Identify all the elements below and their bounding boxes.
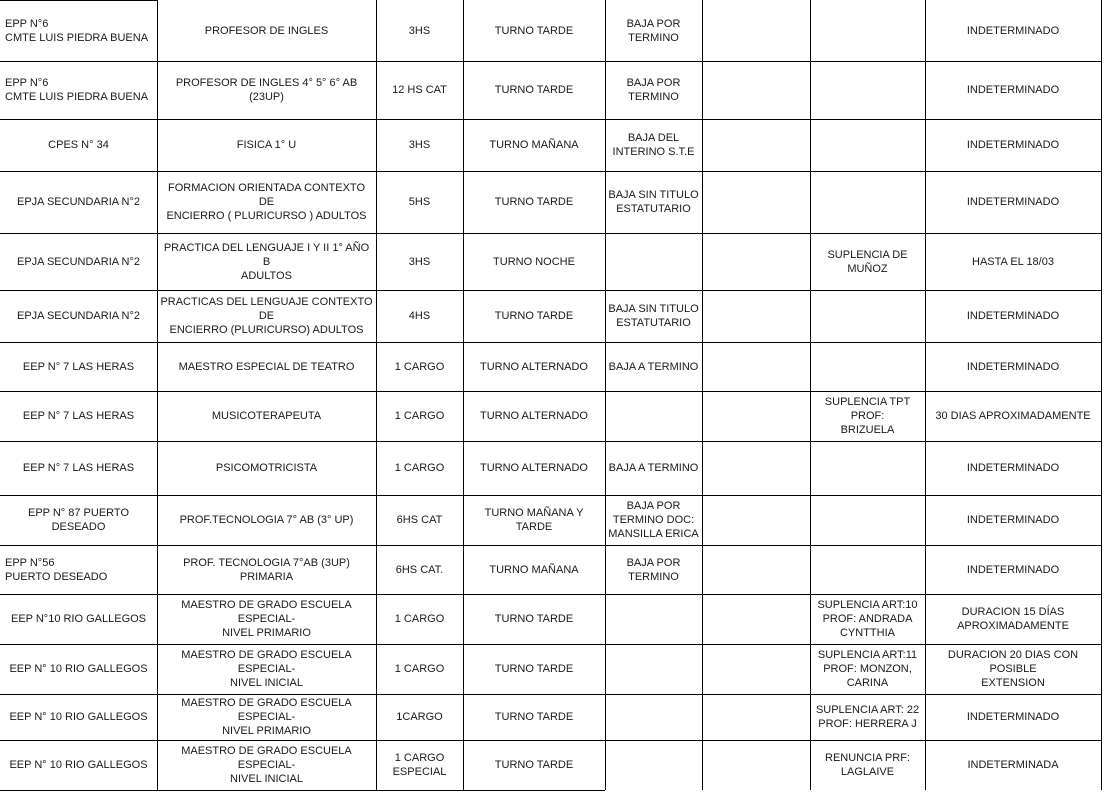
cell-suplencia[interactable] [810, 441, 925, 495]
cell-school[interactable]: EPP N°6 CMTE LUIS PIEDRA BUENA [5, 77, 149, 103]
cell-blank[interactable] [702, 119, 810, 171]
cell-suplencia[interactable] [810, 290, 925, 342]
cell-duration[interactable]: INDETERMINADO [966, 360, 1060, 373]
cell-school[interactable]: EEP N° 10 RIO GALLEGOS [9, 711, 148, 723]
cell-blank[interactable] [702, 441, 810, 495]
cell-school[interactable]: EPP N°56 PUERTO DESEADO [5, 556, 108, 583]
cell-subject[interactable]: PRACTICA DEL LENGUAJE I Y II 1° AÑO B ADULTOS [163, 241, 370, 282]
cell-subject[interactable]: MAESTRO DE GRADO ESCUELA ESPECIAL- NIVEL PRIMARIO [181, 697, 352, 737]
cell-hours[interactable]: 1 CARGO [394, 462, 445, 474]
cell-school[interactable]: CPES N° 34 [48, 139, 109, 151]
cell-duration[interactable]: INDETERMINADO [966, 196, 1060, 208]
cell-school[interactable]: EEP N° 7 LAS HERAS [22, 360, 135, 373]
cell-reason[interactable] [605, 391, 702, 441]
cell-blank[interactable] [702, 495, 810, 545]
cell-subject[interactable]: PROF.TECNOLOGIA 7° AB (3° UP) [179, 514, 354, 526]
cell-hours[interactable]: 3HS [408, 24, 431, 37]
cell-blank[interactable] [702, 740, 810, 790]
cell-school[interactable]: EPP N° 87 PUERTO DESEADO [28, 507, 129, 533]
cell-school[interactable]: EEP N° 10 RIO GALLEGOS [9, 759, 148, 771]
cell-duration[interactable]: INDETERMINADA [967, 759, 1059, 771]
cell-shift[interactable]: TURNO MAÑANA [489, 139, 579, 151]
row-divider [0, 790, 605, 791]
cell-hours[interactable]: 12 HS CAT [392, 84, 447, 96]
cell-subject[interactable]: MUSICOTERAPEUTA [211, 410, 322, 422]
cell-subject[interactable]: PROF. TECNOLOGIA 7°AB (3UP) PRIMARIA [183, 556, 350, 583]
cell-shift[interactable]: TURNO ALTERNADO [480, 360, 588, 373]
cell-suplencia[interactable] [810, 495, 925, 545]
cell-reason[interactable]: BAJA SIN TITULO ESTATUTARIO [608, 303, 699, 329]
cell-duration[interactable]: 30 DIAS APROXIMADAMENTE [935, 410, 1091, 422]
cell-hours[interactable]: 6HS CAT. [395, 563, 444, 576]
cell-school[interactable]: EEP N° 7 LAS HERAS [22, 462, 135, 474]
cell-shift[interactable]: TURNO TARDE [494, 84, 574, 96]
cell-school[interactable]: EEP N° 7 LAS HERAS [22, 410, 135, 422]
cell-shift[interactable]: TURNO TARDE [494, 310, 574, 322]
cell-reason[interactable]: BAJA DEL INTERINO S.T.E [612, 132, 695, 158]
cell-duration[interactable]: INDETERMINADO [966, 310, 1060, 322]
cell-reason[interactable]: BAJA POR TERMINO [626, 556, 681, 583]
cell-reason[interactable] [605, 740, 702, 790]
cell-blank[interactable] [702, 391, 810, 441]
cell-reason[interactable]: BAJA POR TERMINO [626, 77, 681, 103]
cell-blank[interactable] [702, 545, 810, 594]
cell-shift[interactable]: TURNO ALTERNADO [480, 462, 588, 474]
cell-reason[interactable]: BAJA A TERMINO [608, 462, 699, 474]
cell-shift[interactable]: TURNO TARDE [494, 759, 574, 771]
cell-duration[interactable]: INDETERMINADO [966, 514, 1060, 526]
cell-duration[interactable]: INDETERMINADO [966, 563, 1060, 576]
cell-duration[interactable]: INDETERMINADO [966, 139, 1060, 151]
cell-subject[interactable]: MAESTRO DE GRADO ESCUELA ESPECIAL- NIVEL INICIAL [181, 745, 352, 785]
cell-blank[interactable] [702, 594, 810, 644]
cell-subject[interactable]: FISICA 1° U [236, 139, 297, 151]
cell-duration[interactable]: DURACION 15 DÍAS APROXIMADAMENTE [957, 606, 1069, 632]
cell-hours[interactable]: 3HS [408, 139, 431, 151]
cell-subject[interactable]: MAESTRO DE GRADO ESCUELA ESPECIAL- NIVEL PRIMARIO [181, 599, 352, 639]
cell-duration[interactable]: INDETERMINADO [966, 24, 1060, 37]
cell-hours[interactable]: 1 CARGO [394, 410, 445, 422]
cell-blank[interactable] [702, 342, 810, 391]
cell-suplencia[interactable]: SUPLENCIA TPT PROF: BRIZUELA [824, 396, 911, 436]
cell-duration[interactable]: INDETERMINADO [966, 84, 1060, 96]
cell-shift[interactable]: TURNO TARDE [494, 613, 574, 625]
cell-hours[interactable]: 1 CARGO [394, 360, 445, 373]
cell-blank[interactable] [702, 0, 810, 61]
cell-shift[interactable]: TURNO TARDE [494, 196, 574, 208]
cell-subject[interactable]: PROFESOR DE INGLES 4° 5° 6° AB (23UP) [175, 77, 358, 103]
cell-duration[interactable]: INDETERMINADO [966, 462, 1060, 474]
cell-subject[interactable]: PROFESOR DE INGLES [204, 24, 329, 37]
cell-reason[interactable]: BAJA SIN TITULO ESTATUTARIO [608, 189, 699, 215]
cell-reason[interactable] [605, 233, 702, 290]
cell-hours[interactable]: 5HS [408, 196, 431, 208]
cell-suplencia[interactable]: SUPLENCIA ART:10 PROF: ANDRADA CYNTTHIA [817, 599, 918, 639]
cell-suplencia[interactable]: RENUNCIA PRF: LAGLAIVE [825, 752, 910, 778]
cell-subject[interactable]: FORMACION ORIENTADA CONTEXTO DE ENCIERRO ( PLURICURSO ) ADULTOS [166, 182, 367, 222]
cell-suplencia[interactable] [810, 61, 925, 119]
cell-hours[interactable]: 3HS [408, 255, 431, 268]
cell-suplencia[interactable] [810, 342, 925, 391]
cell-school[interactable]: EEP N°10 RIO GALLEGOS [10, 613, 147, 625]
cell-suplencia[interactable] [810, 545, 925, 594]
cell-shift[interactable]: TURNO ALTERNADO [480, 410, 588, 422]
cell-subject[interactable]: MAESTRO DE GRADO ESCUELA ESPECIAL- NIVEL INICIAL [181, 649, 352, 689]
cell-suplencia[interactable]: SUPLENCIA ART:11 PROF: MONZON, CARINA [817, 649, 918, 689]
cell-suplencia[interactable] [810, 0, 925, 61]
cell-blank[interactable] [702, 290, 810, 342]
cell-blank[interactable] [702, 171, 810, 233]
cell-hours[interactable]: 4HS [408, 310, 431, 322]
cell-suplencia[interactable] [810, 171, 925, 233]
cell-school[interactable]: EPJA SECUNDARIA N°2 [17, 196, 140, 208]
cell-reason[interactable] [605, 694, 702, 740]
cell-reason[interactable] [605, 594, 702, 644]
cell-hours[interactable]: 1 CARGO [394, 663, 445, 675]
cell-school[interactable]: EPJA SECUNDARIA N°2 [17, 255, 140, 268]
cell-school[interactable]: EPJA SECUNDARIA N°2 [17, 310, 140, 322]
cell-reason[interactable]: BAJA POR TERMINO DOC: MANSILLA ERICA [608, 500, 699, 540]
cell-subject[interactable]: PSICOMOTRICISTA [215, 462, 318, 474]
cell-suplencia[interactable] [810, 119, 925, 171]
cell-shift[interactable]: TURNO TARDE [494, 711, 574, 723]
cell-shift[interactable]: TURNO NOCHE [493, 255, 575, 268]
cell-shift[interactable]: TURNO TARDE [494, 24, 574, 37]
cell-blank[interactable] [702, 644, 810, 694]
cell-school[interactable]: EEP N° 10 RIO GALLEGOS [9, 663, 148, 675]
cell-suplencia[interactable]: SUPLENCIA DE MUÑOZ [827, 248, 908, 275]
cell-hours[interactable]: 1 CARGO [394, 613, 445, 625]
cell-hours[interactable]: 1CARGO [396, 711, 443, 723]
cell-school[interactable]: EPP N°6 CMTE LUIS PIEDRA BUENA [5, 17, 149, 44]
cell-duration[interactable]: INDETERMINADO [966, 711, 1060, 723]
cell-duration[interactable]: HASTA EL 18/03 [972, 255, 1054, 268]
cell-blank[interactable] [702, 233, 810, 290]
cell-shift[interactable]: TURNO MAÑANA Y TARDE [484, 507, 584, 533]
cell-suplencia[interactable]: SUPLENCIA ART: 22 PROF: HERRERA J [815, 704, 920, 730]
cell-subject[interactable]: MAESTRO ESPECIAL DE TEATRO [178, 360, 355, 373]
cell-blank[interactable] [702, 694, 810, 740]
cell-hours[interactable]: 6HS CAT [396, 514, 443, 526]
cell-shift[interactable]: TURNO MAÑANA [489, 563, 579, 576]
cell-hours[interactable]: 1 CARGO ESPECIAL [392, 752, 447, 778]
cell-subject[interactable]: PRACTICAS DEL LENGUAJE CONTEXTO DE ENCIERRO (PLURICURSO) ADULTOS [160, 296, 373, 336]
cell-blank[interactable] [702, 61, 810, 119]
cell-reason[interactable]: BAJA A TERMINO [608, 360, 699, 373]
cell-duration[interactable]: DURACION 20 DIAS CON POSIBLE EXTENSION [947, 649, 1079, 689]
cell-reason[interactable] [605, 644, 702, 694]
column-divider [1101, 0, 1102, 790]
cell-reason[interactable]: BAJA POR TERMINO [626, 17, 681, 44]
cell-shift[interactable]: TURNO TARDE [494, 663, 574, 675]
